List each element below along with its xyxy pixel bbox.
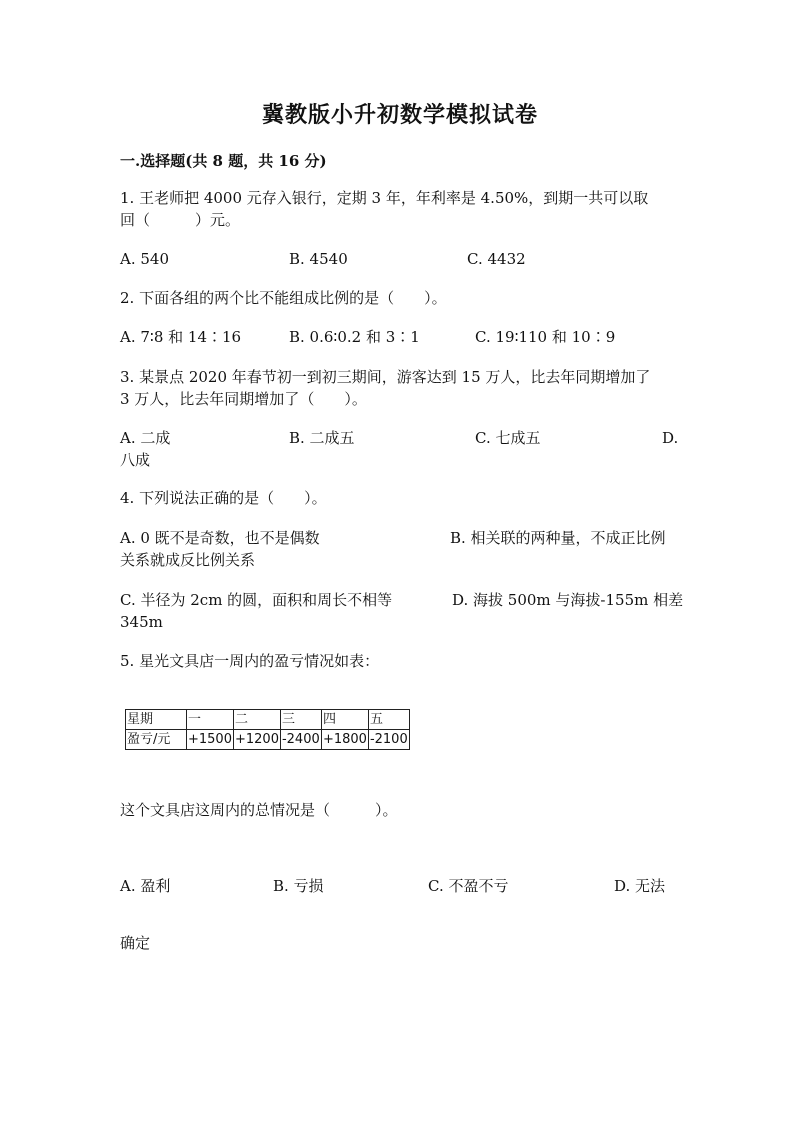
table-cell: 四 (321, 710, 368, 730)
profit-loss-table (125, 709, 410, 750)
q1-option-c: C. 4432 (467, 250, 526, 268)
table-header-row (126, 710, 410, 730)
table-cell: -2400 (280, 730, 321, 750)
q1-option-a: A. 540 (120, 250, 169, 268)
q5-option-b: B. 亏损 (273, 877, 324, 895)
q4-option-a: A. 0 既不是奇数，也不是偶数 (120, 529, 320, 547)
q4-option-d-cont: 345m (120, 613, 163, 631)
q4-option-d: D. 海拔 500m 与海拔-155m 相差 (452, 591, 684, 609)
q3-option-d: D. (662, 429, 679, 447)
q3-option-c: C. 七成五 (475, 429, 541, 447)
q4-option-b-cont: 关系就成反比例关系 (120, 551, 256, 569)
q1-option-b: B. 4540 (289, 250, 348, 268)
q4-option-c: C. 半径为 2cm 的圆，面积和周长不相等 (120, 591, 393, 609)
page-title: 冀教版小升初数学模拟试卷 (261, 102, 538, 128)
table-cell: 三 (280, 710, 321, 730)
q2-option-c: C. 19∶110 和 10∶9 (475, 328, 616, 346)
section-heading: 一.选择题(共 8 题，共 16 分) (120, 152, 327, 170)
q5-option-c: C. 不盈不亏 (428, 877, 509, 895)
q3-line-1: 3. 某景点 2020 年春节初一到初三期间，游客达到 15 万人，比去年同期增加了 (120, 368, 651, 386)
q2-option-b: B. 0.6∶0.2 和 3∶1 (289, 328, 420, 346)
q4-option-b: B. 相关联的两种量，不成正比例 (450, 529, 666, 547)
q2-line-1: 2. 下面各组的两个比不能组成比例的是（ ）。 (120, 289, 447, 307)
table-cell: 五 (368, 710, 409, 730)
q3-option-a: A. 二成 (120, 429, 171, 447)
q3-option-d-text: 八成 (120, 451, 151, 469)
table-cell: 二 (233, 710, 280, 730)
q1-line-2: 回（ ）元。 (120, 211, 241, 229)
q3-line-2: 3 万人，比去年同期增加了（ ）。 (120, 390, 367, 408)
q4-line-1: 4. 下列说法正确的是（ ）。 (120, 489, 327, 507)
q2-option-a: A. 7∶8 和 14∶16 (120, 328, 242, 346)
table-cell: +1200 (233, 730, 280, 750)
q5-option-a: A. 盈利 (120, 877, 171, 895)
q5-option-d: D. 无法 (614, 877, 666, 895)
table-row (126, 730, 410, 750)
q5-question-text: 这个文具店这周内的总情况是（ ）。 (120, 801, 398, 819)
q5-option-d-cont: 确定 (120, 934, 151, 952)
table-cell: +1800 (321, 730, 368, 750)
table-cell: 星期 (126, 710, 187, 730)
q1-line-1: 1. 王老师把 4000 元存入银行，定期 3 年，年利率是 4.50%，到期一共可以取 (120, 189, 649, 207)
table-cell: 盈亏/元 (126, 730, 187, 750)
q3-option-b: B. 二成五 (289, 429, 355, 447)
table-cell: +1500 (187, 730, 234, 750)
table-cell: -2100 (368, 730, 409, 750)
table-cell: 一 (187, 710, 234, 730)
q5-line-1: 5. 星光文具店一周内的盈亏情况如表： (120, 652, 380, 670)
